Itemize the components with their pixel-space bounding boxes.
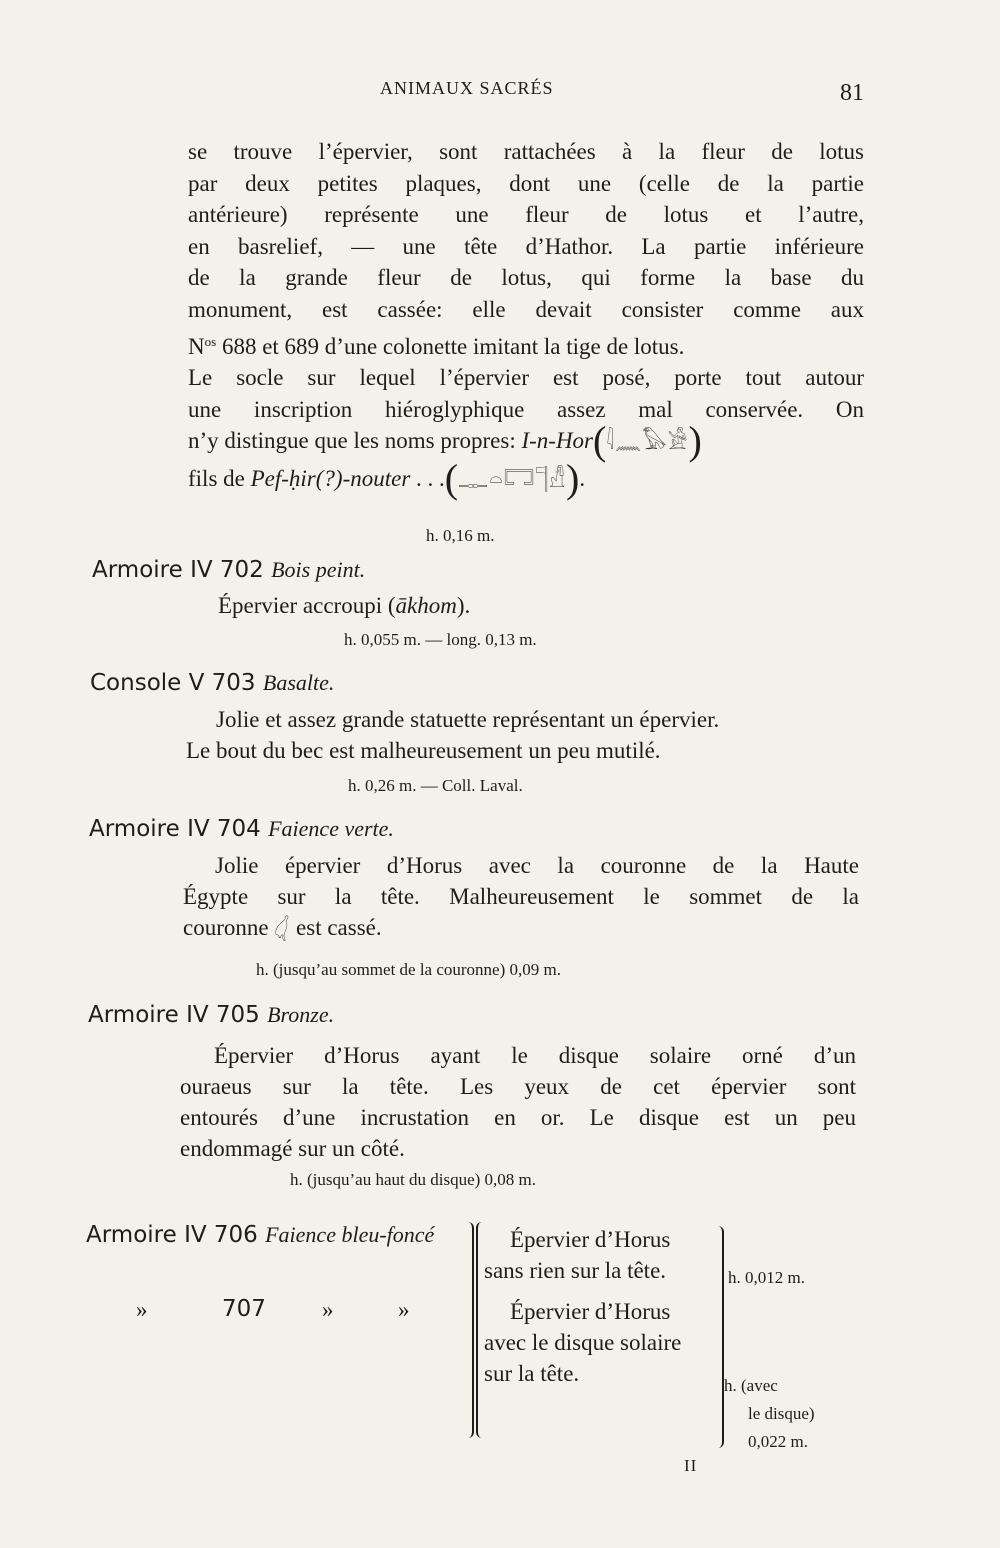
text-line: monument, est cassée: elle devait consister comme aux xyxy=(188,296,864,322)
text-line: Épervier d’Horus ayant le disque solaire orné d’un xyxy=(214,1043,856,1068)
text-line: une inscription hiéroglyphique assez mal conservée. On xyxy=(188,396,864,422)
measurement: h. 0,012 m. xyxy=(728,1268,805,1287)
text-line: antérieure) représente une fleur de lotus et l’autre, xyxy=(188,202,864,228)
text-fragment: n’y distingue que les noms propres: xyxy=(188,428,522,454)
measurement: h. 0,16 m. xyxy=(426,526,495,545)
entry-heading xyxy=(90,670,334,696)
text-line: Le socle sur lequel l’épervier est posé, porte tout autour xyxy=(188,365,864,391)
ditto-mark: » xyxy=(322,1297,334,1322)
measurement: h. (jusqu’au haut du disque) 0,08 m. xyxy=(290,1170,536,1189)
entry-heading xyxy=(89,816,394,842)
text-fragment: est cassé. xyxy=(296,915,382,940)
entry-material: Basalte. xyxy=(262,670,335,695)
entry-heading xyxy=(86,1222,434,1248)
egyptian-term: ākhom xyxy=(395,593,457,618)
cartouche-open: ( xyxy=(444,455,459,501)
ditto-mark: » xyxy=(398,1297,410,1322)
text-line: fils de Pef-ḥir(?)-nouter . . .(𓊃𓏏𓉐𓊹𓀭). xyxy=(188,455,586,501)
text-line: h. (avec xyxy=(724,1376,778,1395)
text-line: le disque) xyxy=(748,1404,815,1423)
text-line: entourés d’une incrustation en or. Le disque est un peu xyxy=(180,1105,856,1130)
text-line: de la grande fleur de lotus, qui forme la base du xyxy=(188,265,864,291)
text-line: sur la tête. xyxy=(484,1361,580,1386)
measurement: h. (jusqu’au sommet de la couronne) 0,09 m. xyxy=(256,960,561,979)
text-fragment: fils de xyxy=(188,465,251,491)
entry-body xyxy=(183,850,859,945)
signature-mark: II xyxy=(684,1456,698,1475)
text-line: Jolie et assez grande statuette représentant un épervier. xyxy=(216,707,720,732)
entry-location: Armoire IV 706 xyxy=(86,1222,258,1248)
entry-heading xyxy=(92,557,365,583)
entry-location: Armoire IV 705 xyxy=(88,1002,260,1028)
text-line: avec le disque solaire xyxy=(484,1330,682,1355)
brace-left xyxy=(476,1222,484,1438)
cartouche-close: ) xyxy=(566,455,580,501)
text-line xyxy=(188,418,864,464)
entry-body xyxy=(186,704,858,766)
text-line: endommagé sur un côté. xyxy=(180,1136,405,1161)
cartouche-close: ) xyxy=(688,418,702,464)
entry-heading xyxy=(88,1002,334,1028)
text-line: Épervier d’Horus xyxy=(510,1299,671,1324)
text-line: 0,022 m. xyxy=(748,1432,808,1451)
text-line: par deux petites plaques, dont une (celle de la partie xyxy=(188,170,864,196)
entry-location: Console V 703 xyxy=(90,670,256,696)
table-description xyxy=(484,1224,681,1389)
hieroglyph-group: 𓇋𓈖𓅃𓀀 xyxy=(606,430,689,456)
ellipsis: . . . xyxy=(410,465,445,491)
numero-superscript: os xyxy=(204,333,217,349)
crown-hieroglyph: 𓋑 xyxy=(274,917,291,943)
measurement: h. 0,055 m. — long. 0,13 m. xyxy=(344,630,537,649)
measurement: h. 0,26 m. — Coll. Laval. xyxy=(348,776,523,795)
cartouche-open: ( xyxy=(593,418,607,464)
text-line: se trouve l’épervier, sont rattachées à la fleur de lotus xyxy=(188,139,864,164)
proper-name: Pef-ḥir(?)-nouter xyxy=(250,465,411,491)
entry-location: Armoire IV 702 xyxy=(92,557,264,583)
entry-location: Armoire IV 704 xyxy=(89,816,261,842)
entry-body xyxy=(218,590,470,621)
entry-material: Bois peint. xyxy=(271,557,366,582)
hieroglyph-group: 𓊃𓏏𓉐𓊹𓀭 xyxy=(458,467,567,493)
brace-right xyxy=(716,1226,724,1448)
entry-material: Faience bleu-foncé xyxy=(265,1222,435,1247)
text-fragment: couronne xyxy=(183,915,269,940)
text-line: Épervier d’Horus xyxy=(510,1227,671,1252)
text-fragment: Épervier accroupi ( xyxy=(218,593,396,618)
ditto-mark: » xyxy=(136,1297,148,1322)
numero-abbrev: N xyxy=(188,333,205,359)
entry-number: 707 xyxy=(222,1296,266,1322)
text-line xyxy=(188,326,864,363)
text-line: ouraeus sur la tête. Les yeux de cet épervier sont xyxy=(180,1074,856,1099)
intro-paragraph xyxy=(188,136,864,501)
entry-material: Faience verte. xyxy=(268,816,394,841)
entry-body xyxy=(180,1040,856,1164)
text-line: Le bout du bec est malheureusement un peu mutilé. xyxy=(186,738,661,763)
entry-material: Bronze. xyxy=(267,1002,335,1027)
measurement xyxy=(724,1372,815,1456)
text-line xyxy=(183,912,859,945)
page-number: 81 xyxy=(840,80,864,106)
text-line: en basrelief, — une tête d’Hathor. La partie inférieure xyxy=(188,233,864,259)
text-line-rest: 688 et 689 d’une colonette imitant la tige de lotus. xyxy=(216,333,685,359)
text-fragment: ). xyxy=(456,593,471,618)
proper-name: I-n-Hor xyxy=(521,428,594,454)
running-title: ANIMAUX SACRÉS xyxy=(380,78,554,98)
text-line: Jolie épervier d’Horus avec la couronne de la Haute xyxy=(215,853,859,878)
text-line: Égypte sur la tête. Malheureusement le sommet de la xyxy=(183,884,859,909)
text-line: sans rien sur la tête. xyxy=(484,1258,667,1283)
brace-right xyxy=(466,1222,474,1438)
